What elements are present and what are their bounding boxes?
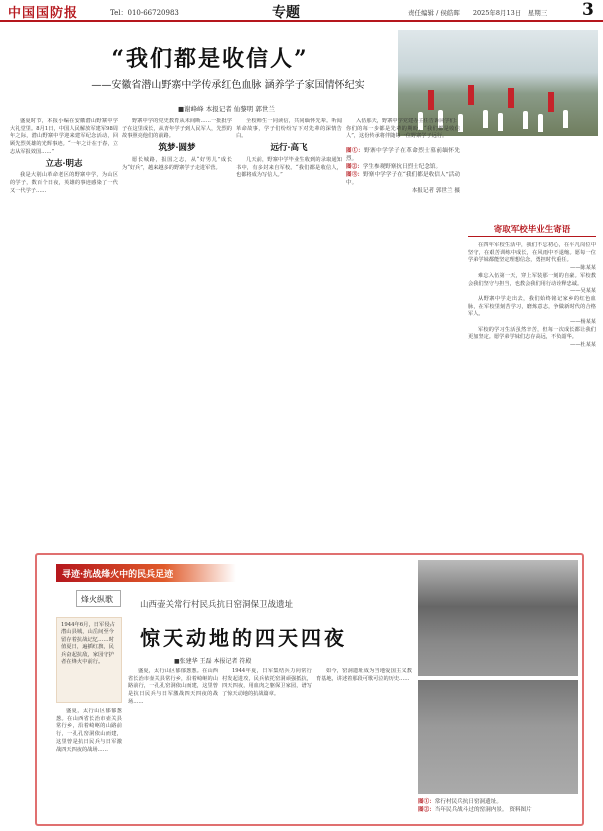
photo-caption-3: 图③：野寨中学学子在“我们都是收信人”活动中。 bbox=[346, 172, 460, 187]
section-heading: 筑梦·圆梦 bbox=[158, 143, 196, 154]
article-column-1: 盛夏时节，本报小编在安徽潜山野寨中学大礼堂里。8月1日，中国人民解放军建军98周年之际，潜山野寨中学迎来建军纪念活动，回顾先烈英雄的光辉事迹。“一年之计在于春，立志从军报效国……” 立志·明志 我是大别山革命老区的野寨中学，为山区的学子，数百个日夜，英雄的事迹感染了一代又一代学子…… bbox=[10, 118, 118, 194]
section-heading: 远行·高飞 bbox=[270, 143, 308, 154]
article-column-3: 全校师生一同读信，共同缅怀先辈。听闻革命故事，学子们纷纷写下对先辈的深情告白。 远行·高飞 几天前，野寨中学毕业生收到的录取通知书中，有多封来自军校。“我们都是收信人，也都将成为写信人。” bbox=[236, 118, 342, 179]
sidebar-messages: 在四年军校生活中，我们不忘初心，在平凡岗位中坚守，在艰苦训练中成长，在风雨中不退缩。愿每一位学弟学妹都能坚定理想信念，勇担时代重任。 ——陈某某 难忘入伍第一天，穿上军装那一刻的自豪。军校教会我们坚守与担当，也教会我们用行动诠释忠诚。 ——吴某某 从野寨中学走出去，我们始终铭记家乡的红色血脉，在军校里刻苦学习，磨炼意志，争做新时代的合格军人。 ——杨某某 军校的学习生活虽然辛苦，但每一次成长都让我们更加坚定。愿学弟学妹们志存高远，不负韶华。 ——杜某某 bbox=[468, 242, 596, 349]
lead-title: “我们都是收信人” bbox=[111, 46, 309, 72]
historical-photo bbox=[418, 680, 578, 794]
photo-credit: 本报记者 郭世兰 摄 bbox=[411, 188, 460, 195]
article-column-2: 野寨中学的党史教育从未间断……一批批学子在这里成长，从青年学子到人民军人，先烈的故事照亮他们的前路。 筑梦·圆梦 愿长城路，报国之志，从“好男儿”成长为“好兵”，越来越多的野寨学子走进军营。 bbox=[122, 118, 232, 171]
feature-column-2: 1944年夏，日军集结兵力向常行村发起进攻，民兵依托窑洞顽强抵抗，四天四夜，用血肉之躯保卫家园，谱写了惊天动地的抗战篇章。 bbox=[222, 668, 312, 698]
section-title: 专题 bbox=[272, 5, 300, 21]
newspaper-logo: 中国国防报 bbox=[8, 6, 79, 21]
divider bbox=[468, 236, 596, 237]
lead-byline: ■谢峰峰 本报记者 仙黎明 郭世兰 bbox=[178, 105, 275, 113]
pull-quote: 1944年6月，日军侵占潜山县城，山岳间至今留存着抗战记忆……时值夏日，遍插红旗，民兵奋起抗敌，家园守护者在烽火中前行。 bbox=[56, 617, 122, 703]
article-column-4: 入伍那天，野寨中学党建办主任告诉同学们：你们的每一步都是先辈的期盼，“我们都是收信人”，这份传承将伴随每一位野寨学子远行。 图①：野寨中学学子在革命烈士墓前缅怀先烈。 图②：学生参观野寨抗日烈士纪念馆。 图③：野寨中学学子在“我们都是收信人”活动中。 本报记者 郭世兰 摄 bbox=[346, 118, 460, 195]
feature-column-0: 盛夏，太行山区郁郁葱葱。在山西省长治市壶关县常行乡，沿着崎岖的山路前行，一孔孔窑洞依山而建，这里曾是抗日民兵与日军激战四天四夜的战场…… bbox=[56, 708, 122, 753]
feature-tag: 烽火纵歌 bbox=[76, 590, 121, 607]
feature-banner: 寻迹·抗战烽火中的民兵足迹 bbox=[56, 564, 236, 582]
lead-subtitle: ——安徽省潜山野寨中学传承红色血脉 涵养学子家国情怀纪实 bbox=[91, 80, 365, 91]
telephone: Tel：010-66720983 bbox=[110, 9, 179, 17]
cave-dwelling-photo bbox=[418, 560, 578, 676]
photo-caption-1: 图①：野寨中学学子在革命烈士墓前缅怀先烈。 bbox=[346, 148, 460, 163]
feature-kicker: 山西壶关常行村民兵抗日窑洞保卫战遗址 bbox=[140, 600, 294, 610]
section-heading: 立志·明志 bbox=[45, 158, 83, 169]
photo-caption-2: 图②：学生参观野寨抗日烈士纪念馆。 bbox=[346, 164, 442, 171]
feature-column-1: 盛夏，太行山区郁郁葱葱。在山西省长治市壶关县常行乡，沿着崎岖的山路前行，一孔孔窑洞依山而建，这里曾是抗日民兵与日军激战四天四夜的战场…… bbox=[128, 668, 218, 705]
page-number: 3 bbox=[582, 0, 594, 20]
feature-title: 惊天动地的四天四夜 bbox=[140, 626, 347, 650]
feature-byline: ■张建华 王磊 本报记者 符殿 bbox=[174, 658, 252, 665]
issue-meta: 责任编辑 / 侯皓晖 2025年8月13日 星期三 bbox=[408, 9, 548, 17]
feature-captions: 图①：常行村民兵抗日窑洞遗址。 图②：当年民兵战斗过的窑洞内景。 资料图片 bbox=[418, 799, 532, 813]
sidebar-heading: 寄取军校毕业生寄语 bbox=[493, 225, 571, 235]
feature-column-3: 如今，窑洞遗址成为当地爱国主义教育基地，讲述着那段可歌可泣的历史…… bbox=[316, 668, 412, 682]
